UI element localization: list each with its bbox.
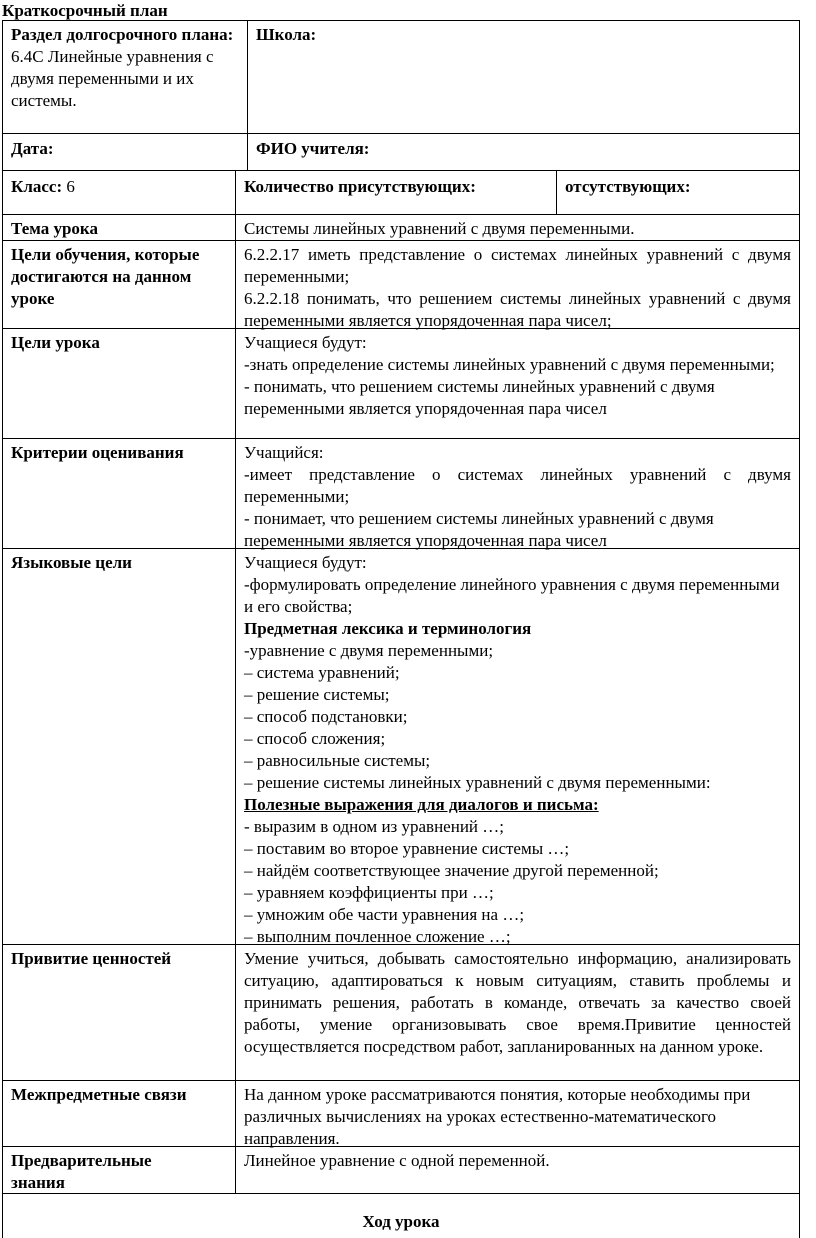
lesson-goal-line: Учащиеся будут:: [244, 333, 367, 352]
language-goal-line: Учащиеся будут:: [244, 553, 367, 572]
lesson-flow-heading: Ход урока: [362, 1212, 440, 1231]
phrase-item: – выполним почленное сложение …;: [244, 927, 511, 946]
criteria-line: -имеет представление о системах линейных уравнений с двумя переменными;: [244, 465, 791, 506]
table-border: [799, 20, 800, 1238]
phrases-heading: Полезные выражения для диалогов и письма:: [244, 795, 599, 814]
lesson-goal-line: - понимать, что решением системы линейных уравнений с двумя переменными является упорядоченная пара чисел: [244, 377, 715, 418]
language-goals-label: Языковые цели: [11, 553, 132, 572]
phrase-item: - выразим в одном из уравнений …;: [244, 817, 504, 836]
prior-knowledge-value: Линейное уравнение с одной переменной.: [244, 1151, 550, 1170]
table-border: [2, 133, 800, 134]
table-border: [2, 170, 800, 171]
vocab-item: – система уравнений;: [244, 663, 400, 682]
language-goal-line: -формулировать определение линейного уравнения с двумя переменными и его свойства;: [244, 575, 780, 616]
school-label: Школа:: [256, 25, 317, 44]
class-value: 6: [62, 177, 75, 196]
lesson-goals-value: [236, 330, 799, 422]
learning-goals-value: [236, 242, 799, 334]
absent-label: отсутствующих:: [565, 177, 691, 196]
topic-label: Тема урока: [11, 219, 98, 238]
class-label: Класс:: [11, 177, 63, 196]
present-label: Количество присутствующих:: [244, 177, 476, 196]
prior-knowledge-label: Предварительные знания: [11, 1151, 152, 1192]
lesson-goal-line: -знать определение системы линейных уравнений с двумя переменными;: [244, 355, 775, 374]
values-value: Умение учиться, добывать самостоятельно информацию, анализировать ситуацию, адаптироваться к новым ситуациям, ставить проблемы и принимать решения, работать в команде, отвечать за качество своей работы, умение организовывать свое время.Привитие ценностей осуществляется посредством работ, запланированных на данном уроке.: [244, 949, 791, 1056]
criteria-line: Учащийся:: [244, 443, 324, 462]
section-value: 6.4С Линейные уравнения с двумя переменными и их системы.: [11, 47, 214, 110]
topic-value: Системы линейных уравнений с двумя переменными.: [244, 219, 635, 238]
criteria-line: - понимает, что решением системы линейных уравнений с двумя переменными является упорядоченная пара чисел: [244, 509, 714, 550]
table-border: [2, 1080, 800, 1081]
language-goals-value: [236, 550, 799, 950]
phrase-item: – найдём соответствующее значение другой переменной;: [244, 861, 659, 880]
date-label: Дата:: [11, 139, 54, 158]
vocab-item: – равносильные системы;: [244, 751, 431, 770]
lesson-goals-label: Цели урока: [11, 333, 100, 352]
phrase-item: – уравняем коэффициенты при …;: [244, 883, 494, 902]
phrase-item: – поставим во второе уравнение системы …;: [244, 839, 570, 858]
table-border: [2, 438, 800, 439]
class-cell: [3, 174, 235, 200]
learning-goal-item: 6.2.2.17 иметь представление о системах линейных уравнений с двумя переменными;: [244, 245, 791, 286]
vocab-item: – способ сложения;: [244, 729, 386, 748]
table-border: [2, 20, 3, 1238]
values-label: Привитие ценностей: [11, 949, 172, 968]
learning-goal-item: 6.2.2.18 понимать, что решением системы линейных уравнений с двумя переменными является упорядоченная пара чисел;: [244, 289, 791, 330]
vocab-item: – решение системы;: [244, 685, 390, 704]
learning-goals-label: Цели обучения, которые достигаются на данном уроке: [11, 245, 200, 308]
table-border: [2, 214, 800, 215]
vocab-item: – способ подстановки;: [244, 707, 408, 726]
cross-curricular-label: Межпредметные связи: [11, 1085, 187, 1104]
table-border: [2, 20, 800, 21]
vocab-item: – решение системы линейных уравнений с двумя переменными:: [244, 773, 711, 792]
vocab-item: -уравнение с двумя переменными;: [244, 641, 494, 660]
document-title: Краткосрочный план: [2, 1, 168, 20]
teacher-label: ФИО учителя:: [256, 139, 370, 158]
criteria-value: [236, 440, 799, 554]
vocab-heading: Предметная лексика и терминология: [244, 619, 532, 638]
section-cell: [3, 22, 247, 114]
cross-curricular-value: На данном уроке рассматриваются понятия, которые необходимы при различных вычислениях на уроках естественно-математического направления.: [244, 1085, 751, 1148]
phrase-item: – умножим обе части уравнения на …;: [244, 905, 525, 924]
criteria-label: Критерии оценивания: [11, 443, 184, 462]
section-label: Раздел долгосрочного плана:: [11, 25, 234, 44]
